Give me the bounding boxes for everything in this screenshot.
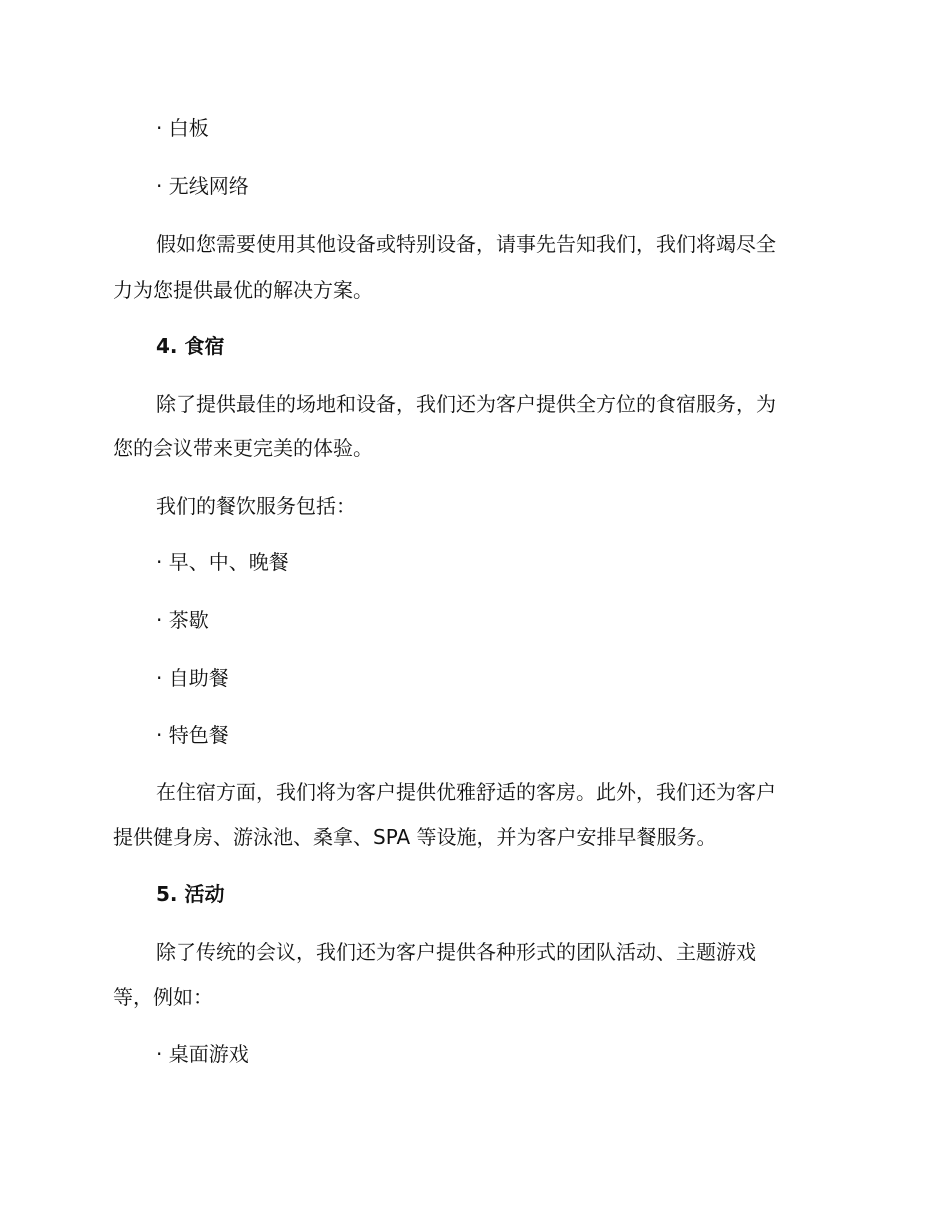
catering-item-buffet: · 自助餐 [156, 666, 229, 690]
lodging-paragraph-line-1: 在住宿方面，我们将为客户提供优雅舒适的客房。此外，我们还为客户 [156, 780, 776, 804]
lodging-paragraph-line-2: 提供健身房、游泳池、桑拿、SPA 等设施，并为客户安排早餐服务。 [113, 825, 717, 849]
activity-item-board-games: · 桌面游戏 [156, 1042, 249, 1066]
list-item-wireless: · 无线网络 [156, 174, 249, 198]
catering-item-specialty: · 特色餐 [156, 723, 229, 747]
section-4-intro-line-1: 除了提供最佳的场地和设备，我们还为客户提供全方位的食宿服务，为 [156, 392, 776, 416]
section-4-heading: 4. 食宿 [156, 334, 225, 358]
section-5-heading: 5. 活动 [156, 882, 225, 906]
section-5-intro-line-1: 除了传统的会议，我们还为客户提供各种形式的团队活动、主题游戏 [156, 940, 756, 964]
section-5-intro-line-2: 等，例如： [113, 985, 213, 1009]
section-4-intro-line-2: 您的会议带来更完美的体验。 [113, 436, 373, 460]
equipment-paragraph-line-1: 假如您需要使用其他设备或特别设备，请事先告知我们，我们将竭尽全 [156, 232, 776, 256]
catering-intro: 我们的餐饮服务包括： [156, 494, 356, 518]
catering-item-meals: · 早、中、晚餐 [156, 550, 289, 574]
list-item-whiteboard: · 白板 [156, 116, 209, 140]
equipment-paragraph-line-2: 力为您提供最优的解决方案。 [113, 278, 373, 302]
catering-item-tea-break: · 茶歇 [156, 608, 209, 632]
